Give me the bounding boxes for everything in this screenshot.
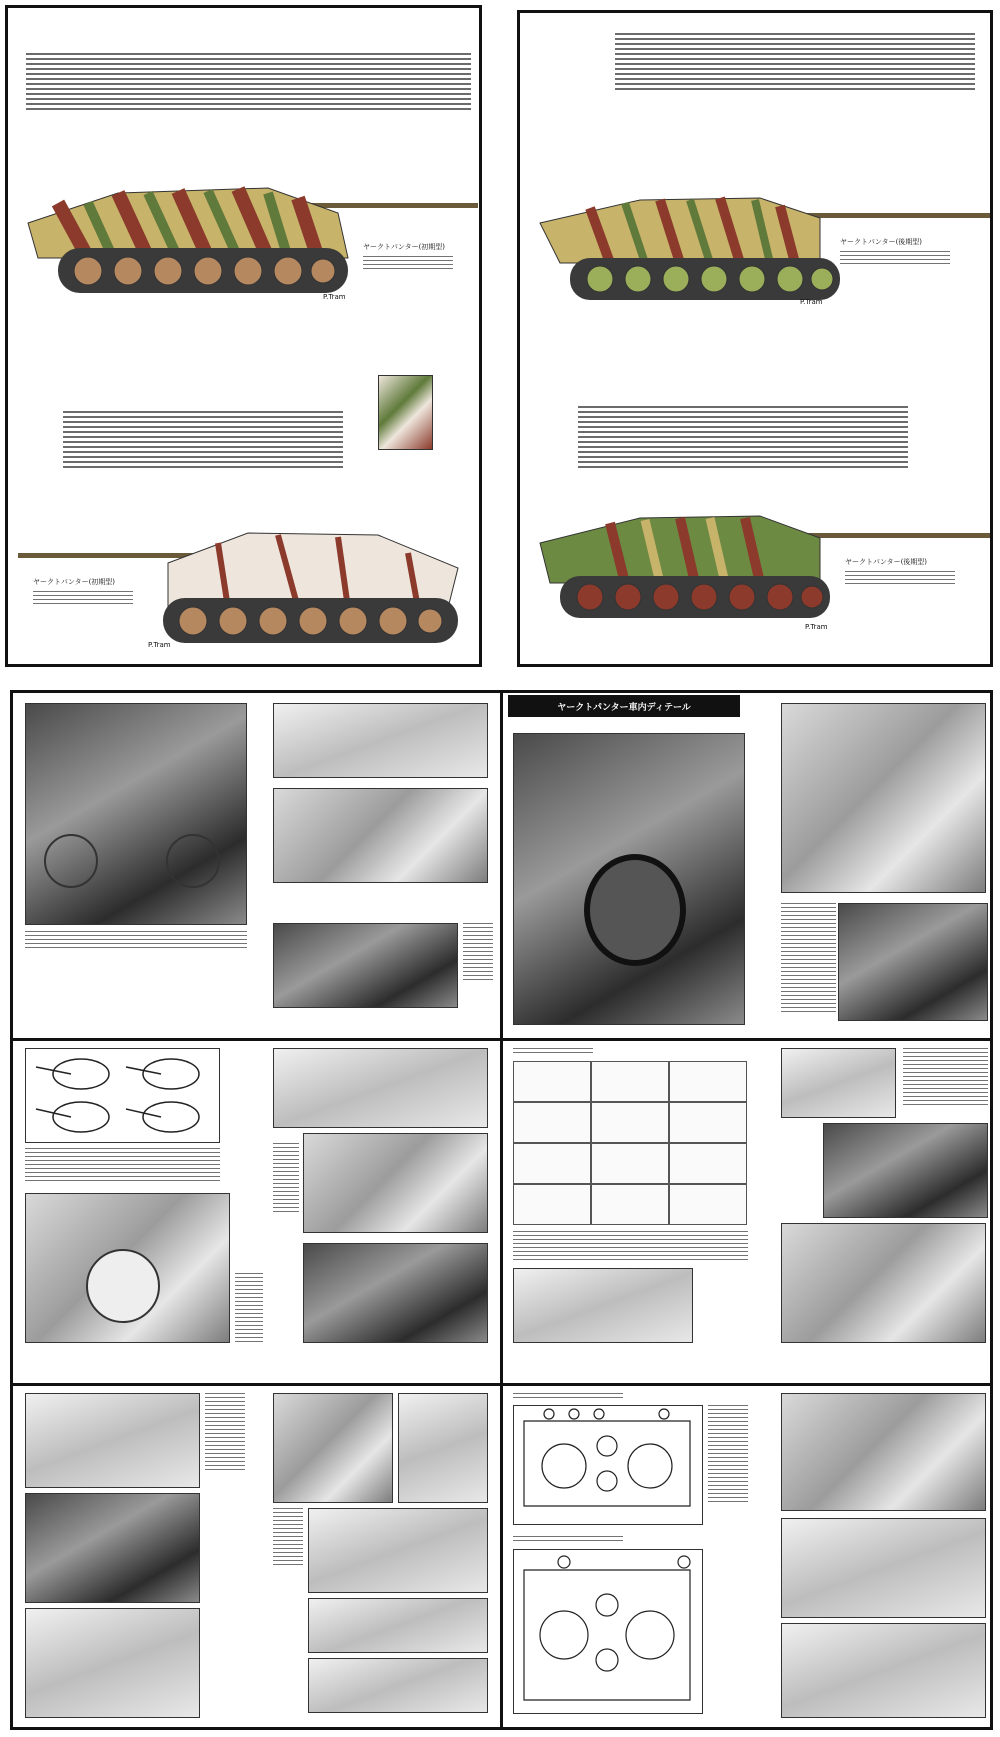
tank-c-caption: ヤークトパンター(後期型) — [840, 238, 923, 246]
engine-deck-diagram-1 — [513, 1405, 703, 1525]
variant-cell — [669, 1061, 747, 1102]
mantlet-sketch — [26, 1049, 216, 1139]
caption-mantlet-closeup — [235, 1273, 263, 1343]
photo-hull-front — [273, 1048, 488, 1128]
diagram-gun-mantlet — [25, 1048, 220, 1143]
caption-variants — [513, 1231, 748, 1261]
variant-cell — [591, 1143, 669, 1184]
deck-sketch-2 — [514, 1550, 700, 1710]
photo-deck-overview — [781, 1393, 986, 1511]
tank-illustration-c — [530, 178, 990, 318]
caption-rear — [205, 1393, 245, 1473]
deck-sketch-1 — [514, 1406, 700, 1522]
grid-heading — [513, 1048, 593, 1056]
variant-cell — [513, 1143, 591, 1184]
tank-d-caption: ヤークトパンター(後期型) — [845, 558, 928, 566]
photo-deck-strip-2 — [308, 1658, 488, 1713]
photo-hull-underside — [25, 1493, 200, 1603]
signature-a: P.Tram — [323, 293, 346, 301]
caption-mantlet — [25, 1148, 220, 1183]
photo-hatch — [273, 1393, 393, 1503]
tank-b-caption: ヤークトパンター(初期型) — [33, 578, 116, 586]
photo-tank-road — [273, 923, 458, 1008]
photo-running-gear — [25, 1608, 200, 1718]
variant-cell — [669, 1143, 747, 1184]
photo-barrel-travel-lock — [308, 1508, 488, 1593]
deck-diagram-heading — [513, 1393, 623, 1401]
variant-cell — [669, 1184, 747, 1225]
photo-gun-mount — [303, 1133, 488, 1233]
photo-hull-rear — [25, 1393, 200, 1488]
engine-deck-diagram-2 — [513, 1549, 703, 1714]
caption-hull-side — [903, 1048, 988, 1108]
color-plate-page-right — [517, 10, 993, 667]
photo-deck-angle — [781, 1518, 986, 1618]
caption-gun-mount — [273, 1143, 299, 1213]
divider-row-1 — [13, 1038, 993, 1041]
tank-d-notes — [845, 571, 955, 585]
photo-mantlet-closeup — [25, 1193, 230, 1343]
variant-cell — [513, 1184, 591, 1225]
caption-road — [463, 923, 493, 983]
photo-mantlet-cross — [823, 1123, 988, 1218]
tank-illustration-a — [18, 163, 478, 303]
divider-row-2 — [13, 1383, 993, 1386]
divider-vertical — [500, 693, 503, 1730]
variant-cell — [591, 1102, 669, 1143]
photo-tank-crew — [273, 788, 488, 883]
intro-text-block — [26, 53, 471, 113]
mid-text-block — [63, 411, 343, 471]
photo-tank-field — [513, 1268, 693, 1343]
caption-deck-1 — [708, 1405, 748, 1505]
fan-circle-left — [44, 834, 98, 888]
photo-mantlet-top — [781, 1223, 986, 1343]
intro-text-block-right — [615, 33, 975, 93]
deck-diagram-heading-2 — [513, 1536, 623, 1544]
mantlet-variant-grid — [513, 1061, 748, 1226]
detail-spreads — [10, 690, 993, 1730]
color-plate-page-left — [5, 5, 482, 667]
tank-a-notes — [363, 256, 453, 270]
mid-text-block-right — [578, 406, 908, 468]
photo-crew-interior — [838, 903, 988, 1021]
variant-cell — [591, 1184, 669, 1225]
signature-d: P.Tram — [805, 623, 828, 631]
gun-bore — [584, 854, 686, 966]
photo-gun-barrel — [303, 1243, 488, 1343]
tank-c-notes — [840, 251, 950, 265]
mantlet-collar — [86, 1249, 160, 1323]
detail-section-title: ヤークトパンター車内ディテール — [508, 695, 740, 717]
photo-engine-deck — [25, 703, 247, 925]
fan-circle-right — [166, 834, 220, 888]
variant-cell — [669, 1102, 747, 1143]
caption-hatch — [273, 1508, 303, 1568]
signature-b: P.Tram — [148, 641, 171, 649]
photo-hull-side — [781, 1048, 896, 1118]
signature-c: P.Tram — [800, 298, 823, 306]
variant-cell — [591, 1061, 669, 1102]
variant-cell — [513, 1061, 591, 1102]
tank-b-notes — [33, 591, 133, 605]
photo-deck-strip-1 — [308, 1598, 488, 1653]
tank-a-caption: ヤークトパンター(初期型) — [363, 243, 446, 251]
photo-tank-convoy — [273, 703, 488, 778]
variant-cell — [513, 1102, 591, 1143]
camo-swatch — [378, 375, 433, 450]
photo-rail — [398, 1393, 488, 1503]
photo-interior-top — [781, 703, 986, 893]
photo-deck-rear — [781, 1623, 986, 1718]
caption-interior — [781, 903, 836, 1013]
photo-gun-breech — [513, 733, 745, 1025]
caption-engine-deck — [25, 931, 247, 949]
